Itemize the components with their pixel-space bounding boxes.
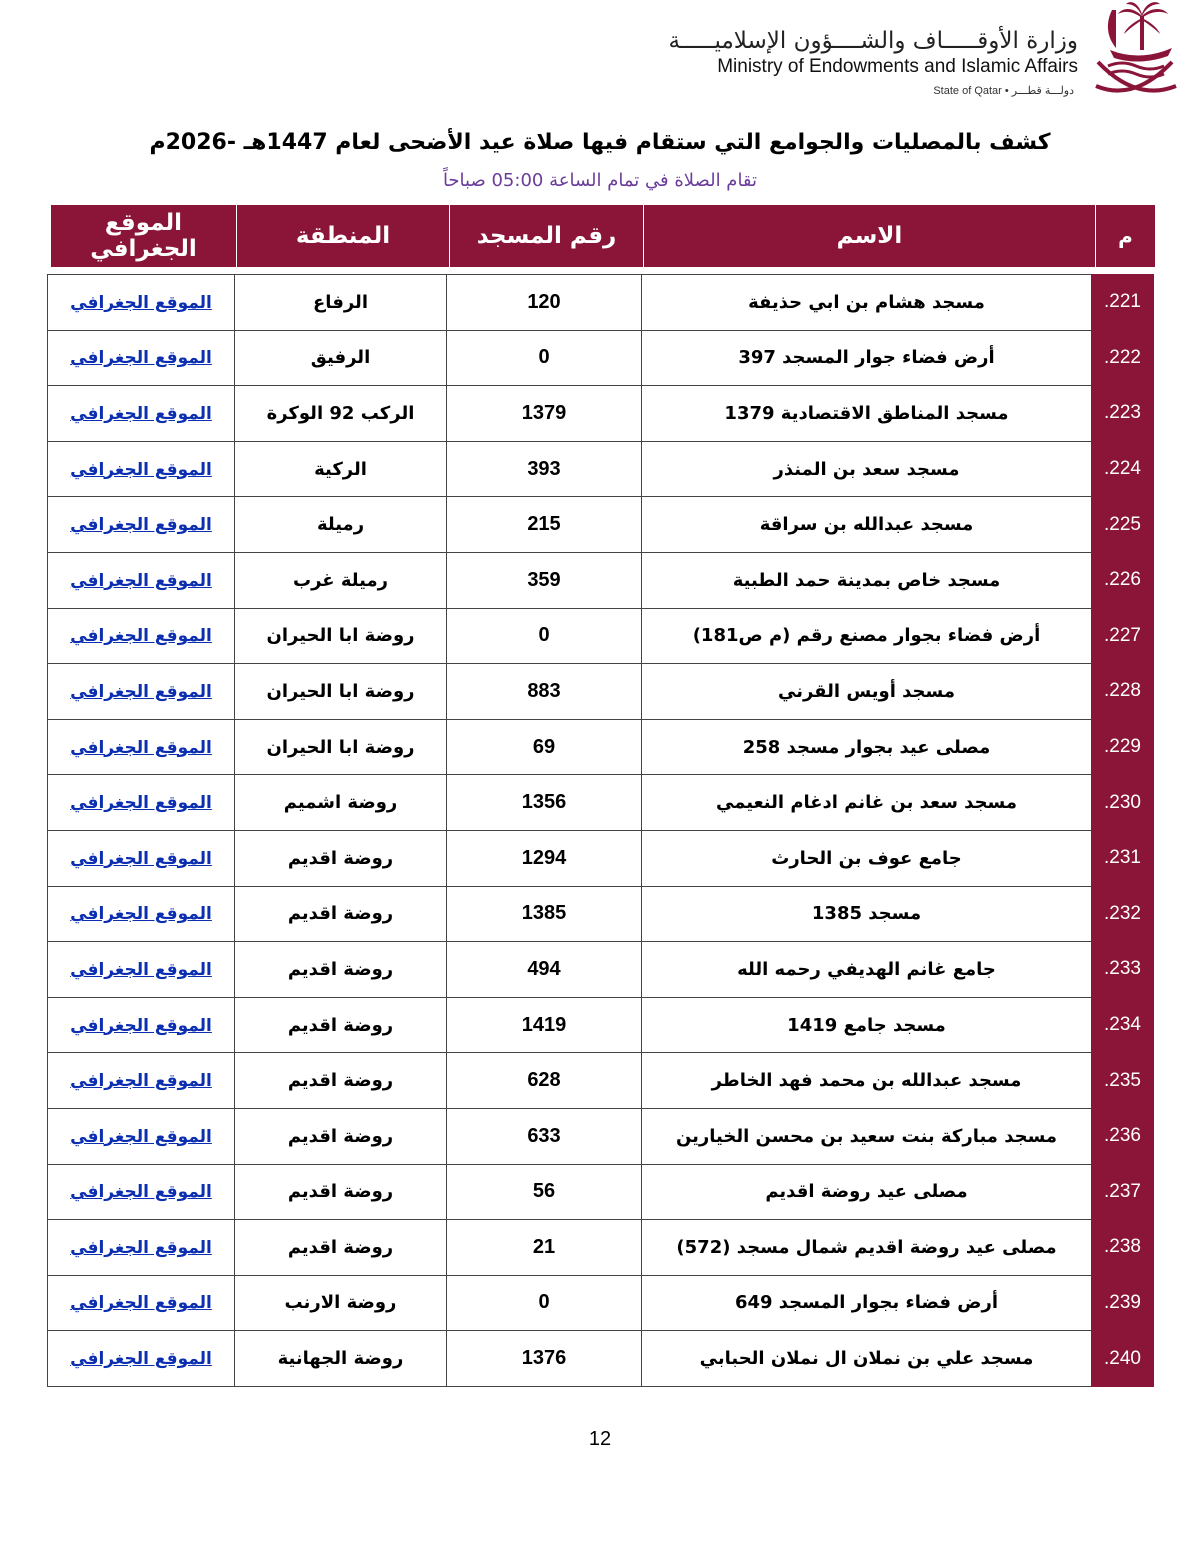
area-name: روضة اقديم — [235, 1108, 447, 1164]
location-cell — [48, 1108, 235, 1164]
mosque-number: 120 — [447, 275, 642, 331]
row-number: 231. — [1092, 830, 1154, 886]
mosque-name: مصلى عيد روضة اقديم شمال مسجد (572) — [642, 1220, 1092, 1276]
mosque-number: 1356 — [447, 775, 642, 831]
location-link[interactable]: الموقع الجغرافي — [70, 1293, 212, 1314]
location-cell — [48, 664, 235, 720]
area-name: روضة ابا الحيران — [235, 608, 447, 664]
mosque-name: مسجد مباركة بنت سعيد بن محسن الخيارين — [642, 1108, 1092, 1164]
area-name: الركية — [235, 441, 447, 497]
ministry-name-arabic: وزارة الأوقـــــاف والشــــؤون الإسلاميـــــة — [668, 28, 1078, 54]
area-name: روضة الارنب — [235, 1275, 447, 1331]
mosque-name: مصلى عيد روضة اقديم — [642, 1164, 1092, 1220]
page-number: 12 — [588, 1428, 612, 1450]
row-number: 222. — [1092, 330, 1154, 386]
area-name: رميلة — [235, 497, 447, 553]
location-link[interactable]: الموقع الجغرافي — [70, 793, 212, 814]
location-link[interactable]: الموقع الجغرافي — [70, 1182, 212, 1203]
area-name: روضة اقديم — [235, 997, 447, 1053]
area-name: روضة ابا الحيران — [235, 719, 447, 775]
table-row — [48, 1220, 1154, 1276]
location-cell — [48, 830, 235, 886]
area-name: رميلة غرب — [235, 552, 447, 608]
location-link[interactable]: الموقع الجغرافي — [70, 959, 212, 980]
mosque-name: مسجد جامع 1419 — [642, 997, 1092, 1053]
mosque-number: 1376 — [447, 1331, 642, 1387]
table-header — [50, 204, 1156, 268]
table-row — [48, 275, 1154, 331]
row-number: 233. — [1092, 942, 1154, 998]
table-row — [48, 1108, 1154, 1164]
location-link[interactable]: الموقع الجغرافي — [70, 403, 212, 424]
mosque-number: 0 — [447, 1275, 642, 1331]
table-row — [48, 942, 1154, 998]
area-name: روضة اقديم — [235, 942, 447, 998]
row-number: 235. — [1092, 1053, 1154, 1109]
location-link[interactable]: الموقع الجغرافي — [70, 292, 212, 313]
table-row — [48, 608, 1154, 664]
table-row — [48, 497, 1154, 553]
mosque-name: مسجد سعد بن غانم ادغام النعيمي — [642, 775, 1092, 831]
location-cell — [48, 552, 235, 608]
table-row — [48, 997, 1154, 1053]
mosque-number: 494 — [447, 942, 642, 998]
location-link[interactable]: الموقع الجغرافي — [70, 1349, 212, 1370]
location-cell — [48, 997, 235, 1053]
mosque-name: مسجد عبدالله بن محمد فهد الخاطر — [642, 1053, 1092, 1109]
mosque-number: 0 — [447, 330, 642, 386]
mosque-name: مسجد عبدالله بن سراقة — [642, 497, 1092, 553]
location-cell — [48, 942, 235, 998]
row-number: 226. — [1092, 552, 1154, 608]
location-link[interactable]: الموقع الجغرافي — [70, 459, 212, 480]
row-number: 236. — [1092, 1108, 1154, 1164]
table-row — [48, 1053, 1154, 1109]
area-name: روضة اقديم — [235, 1164, 447, 1220]
location-link[interactable]: الموقع الجغرافي — [70, 848, 212, 869]
row-number: 238. — [1092, 1220, 1154, 1276]
column-header-number: م — [1096, 205, 1156, 268]
location-cell — [48, 386, 235, 442]
row-number: 234. — [1092, 997, 1154, 1053]
row-number: 223. — [1092, 386, 1154, 442]
table-row — [48, 1164, 1154, 1220]
mosque-number: 359 — [447, 552, 642, 608]
column-header-name: الاسم — [644, 205, 1096, 268]
location-link[interactable]: الموقع الجغرافي — [70, 1071, 212, 1092]
location-cell — [48, 1220, 235, 1276]
row-number: 237. — [1092, 1164, 1154, 1220]
location-cell — [48, 1164, 235, 1220]
table-row — [48, 1331, 1154, 1387]
page-title: كشف بالمصليات والجوامع التي ستقام فيها صلاة عيد الأضحى لعام 1447هـ -2026م — [149, 130, 1051, 155]
area-name: الرفاع — [235, 275, 447, 331]
location-link[interactable]: الموقع الجغرافي — [70, 348, 212, 369]
column-header-mosque-number: رقم المسجد — [450, 205, 644, 268]
mosque-name: مسجد 1385 — [642, 886, 1092, 942]
location-link[interactable]: الموقع الجغرافي — [70, 1015, 212, 1036]
mosque-number: 69 — [447, 719, 642, 775]
row-number: 230. — [1092, 775, 1154, 831]
mosque-name: مسجد سعد بن المنذر — [642, 441, 1092, 497]
location-cell — [48, 886, 235, 942]
location-link[interactable]: الموقع الجغرافي — [70, 737, 212, 758]
mosque-name: أرض فضاء جوار المسجد 397 — [642, 330, 1092, 386]
row-number: 232. — [1092, 886, 1154, 942]
location-cell — [48, 1331, 235, 1387]
location-link[interactable]: الموقع الجغرافي — [70, 1126, 212, 1147]
mosque-name: مسجد علي بن نملان ال نملان الحبابي — [642, 1331, 1092, 1387]
area-name: روضة ابا الحيران — [235, 664, 447, 720]
location-link[interactable]: الموقع الجغرافي — [70, 904, 212, 925]
location-link[interactable]: الموقع الجغرافي — [70, 626, 212, 647]
location-cell — [48, 275, 235, 331]
location-cell — [48, 1053, 235, 1109]
row-number: 240. — [1092, 1331, 1154, 1387]
location-cell — [48, 330, 235, 386]
location-cell — [48, 441, 235, 497]
mosque-number: 21 — [447, 1220, 642, 1276]
location-cell — [48, 608, 235, 664]
mosque-name: جامع عوف بن الحارث — [642, 830, 1092, 886]
mosque-number: 1294 — [447, 830, 642, 886]
mosque-number: 393 — [447, 441, 642, 497]
table-row — [48, 330, 1154, 386]
table-row — [48, 664, 1154, 720]
area-name: روضة اقديم — [235, 1053, 447, 1109]
mosque-name: مسجد المناطق الاقتصادية 1379 — [642, 386, 1092, 442]
table-row — [48, 1275, 1154, 1331]
mosque-number: 628 — [447, 1053, 642, 1109]
mosque-name: جامع غانم الهديفي رحمه الله — [642, 942, 1092, 998]
location-link[interactable]: الموقع الجغرافي — [70, 570, 212, 591]
location-link[interactable]: الموقع الجغرافي — [70, 681, 212, 702]
table-row — [48, 830, 1154, 886]
page-header — [0, 0, 1200, 110]
mosque-number: 215 — [447, 497, 642, 553]
page-subtitle: تقام الصلاة في تمام الساعة 05:00 صباحاً — [442, 170, 758, 191]
table-row — [48, 775, 1154, 831]
area-name: الركب 92 الوكرة — [235, 386, 447, 442]
table-row — [48, 552, 1154, 608]
mosque-name: مسجد أويس القرني — [642, 664, 1092, 720]
area-name: روضة اشميم — [235, 775, 447, 831]
table-row — [48, 886, 1154, 942]
mosque-number: 1379 — [447, 386, 642, 442]
row-number: 228. — [1092, 664, 1154, 720]
row-number: 227. — [1092, 608, 1154, 664]
mosques-table — [47, 274, 1154, 1387]
ministry-name-english: Ministry of Endowments and Islamic Affairs — [717, 56, 1078, 77]
mosque-name: مصلى عيد بجوار مسجد 258 — [642, 719, 1092, 775]
mosque-name: مسجد هشام بن ابي حذيفة — [642, 275, 1092, 331]
area-name: روضة اقديم — [235, 886, 447, 942]
mosque-number: 0 — [447, 608, 642, 664]
location-cell — [48, 497, 235, 553]
mosque-number: 56 — [447, 1164, 642, 1220]
table-row — [48, 441, 1154, 497]
area-name: الرفيق — [235, 330, 447, 386]
location-cell — [48, 719, 235, 775]
location-cell — [48, 1275, 235, 1331]
column-header-location: الموقع الجغرافي — [51, 205, 237, 268]
state-label: State of Qatar • دولـــة قطـــر — [933, 85, 1074, 97]
row-number: 221. — [1092, 275, 1154, 331]
row-number: 224. — [1092, 441, 1154, 497]
table-row — [48, 386, 1154, 442]
mosque-name: أرض فضاء بجوار المسجد 649 — [642, 1275, 1092, 1331]
qatar-emblem-icon — [1092, 2, 1178, 100]
row-number: 239. — [1092, 1275, 1154, 1331]
mosque-name: مسجد خاص بمدينة حمد الطبية — [642, 552, 1092, 608]
mosque-number: 633 — [447, 1108, 642, 1164]
table-row — [48, 719, 1154, 775]
mosque-number: 883 — [447, 664, 642, 720]
row-number: 229. — [1092, 719, 1154, 775]
area-name: روضة اقديم — [235, 1220, 447, 1276]
area-name: روضة اقديم — [235, 830, 447, 886]
row-number: 225. — [1092, 497, 1154, 553]
location-link[interactable]: الموقع الجغرافي — [70, 515, 212, 536]
area-name: روضة الجهانية — [235, 1331, 447, 1387]
mosque-number: 1419 — [447, 997, 642, 1053]
location-link[interactable]: الموقع الجغرافي — [70, 1237, 212, 1258]
mosque-name: أرض فضاء بجوار مصنع رقم (م ص181) — [642, 608, 1092, 664]
mosque-number: 1385 — [447, 886, 642, 942]
location-cell — [48, 775, 235, 831]
column-header-area: المنطقة — [237, 205, 450, 268]
